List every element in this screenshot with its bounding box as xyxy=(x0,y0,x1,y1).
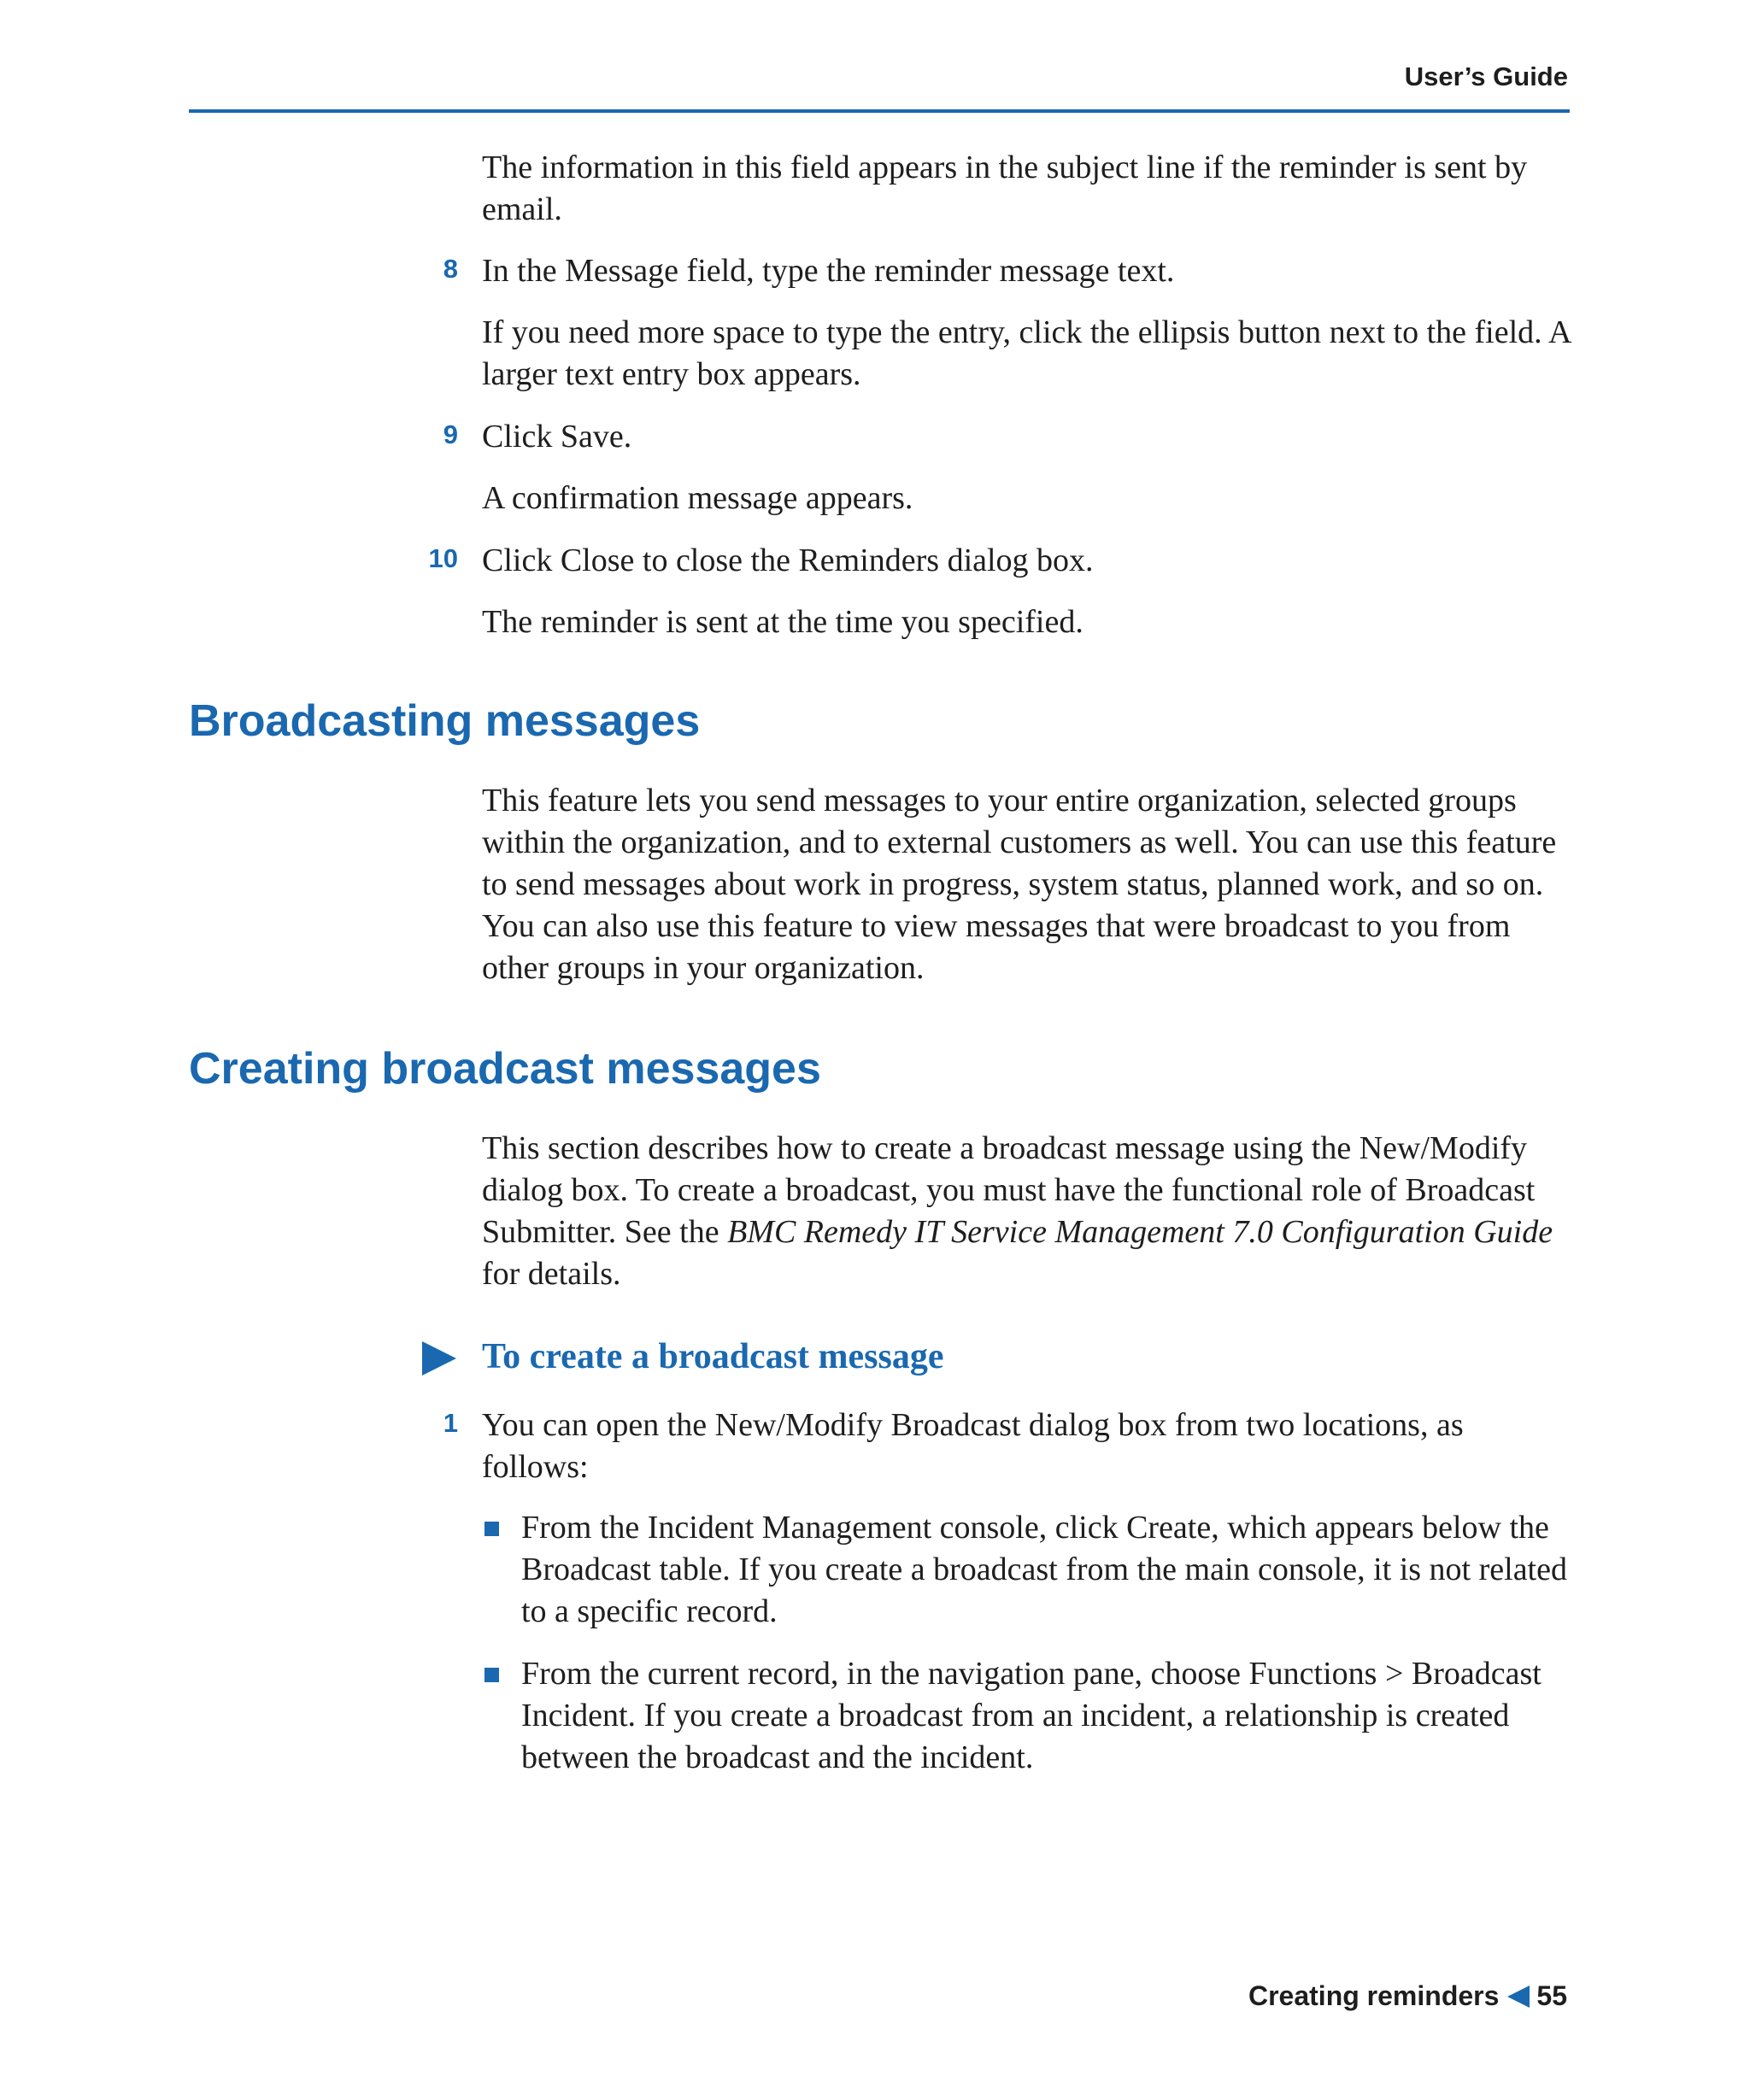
step-8-text: In the Message field, type the reminder message text. xyxy=(482,253,1175,289)
step-8-note: If you need more space to type the entry, click the ellipsis button next to the field. A larger text entry box appears. xyxy=(482,314,1571,392)
procedure-arrow-icon xyxy=(422,1341,456,1376)
left-triangle-icon xyxy=(1507,1986,1530,2008)
bullet-square-icon xyxy=(484,1668,499,1682)
section-heading-creating-broadcast: Creating broadcast messages xyxy=(189,1044,821,1094)
footer-section-name: Creating reminders xyxy=(1248,1980,1500,2011)
page-footer xyxy=(1248,1980,1567,2012)
guide-title-italic: BMC Remedy IT Service Management 7.0 Configuration Guide xyxy=(727,1214,1553,1250)
broadcasting-paragraph: This feature lets you send messages to your entire organization, selected groups within the organization, and to external customers as well. You can use this feature to send messages about work in progress, system status, planned work, and so on. You can also use this feature to view messages that were broadcast to you from other groups in your organization. xyxy=(482,783,1557,986)
creating-paragraph-start: This section describes how to create a broadcast message using the New/Modify dialog box. To create a broadcast, you must have the functional role of Broadcast Submitter. See the xyxy=(482,1130,1536,1250)
step-9-note: A confirmation message appears. xyxy=(482,480,913,516)
step-number-1: 1 xyxy=(443,1408,458,1438)
header-rule xyxy=(189,109,1570,113)
creating-paragraph xyxy=(482,1128,1576,1295)
procedure-heading: To create a broadcast message xyxy=(482,1337,944,1376)
intro-paragraph: The information in this field appears in the subject line if the reminder is sent by email. xyxy=(482,150,1528,227)
step-number-10: 10 xyxy=(428,543,458,573)
creating-paragraph-end: for details. xyxy=(482,1256,621,1292)
running-header-title: User’s Guide xyxy=(1404,62,1568,91)
bullet-item-2: From the current record, in the navigation pane, choose Functions > Broadcast Incident. If you create a broadcast from an incident, a relationship is created between the broadcast and the incident. xyxy=(521,1656,1542,1775)
bullet-item-1: From the Incident Management console, click Create, which appears below the Broadcast table. If you create a broadcast from the main console, it is not related to a specific record. xyxy=(521,1510,1567,1629)
section-heading-broadcasting: Broadcasting messages xyxy=(189,696,701,746)
bullet-square-icon xyxy=(484,1522,499,1536)
step-number-8: 8 xyxy=(443,254,458,284)
step-1-text: You can open the New/Modify Broadcast dialog box from two locations, as follows: xyxy=(482,1407,1464,1485)
step-number-9: 9 xyxy=(443,419,458,449)
page-number: 55 xyxy=(1536,1980,1567,2011)
step-10-note: The reminder is sent at the time you specified. xyxy=(482,604,1083,640)
step-10-text: Click Close to close the Reminders dialog box. xyxy=(482,543,1094,578)
step-9-text: Click Save. xyxy=(482,419,632,455)
